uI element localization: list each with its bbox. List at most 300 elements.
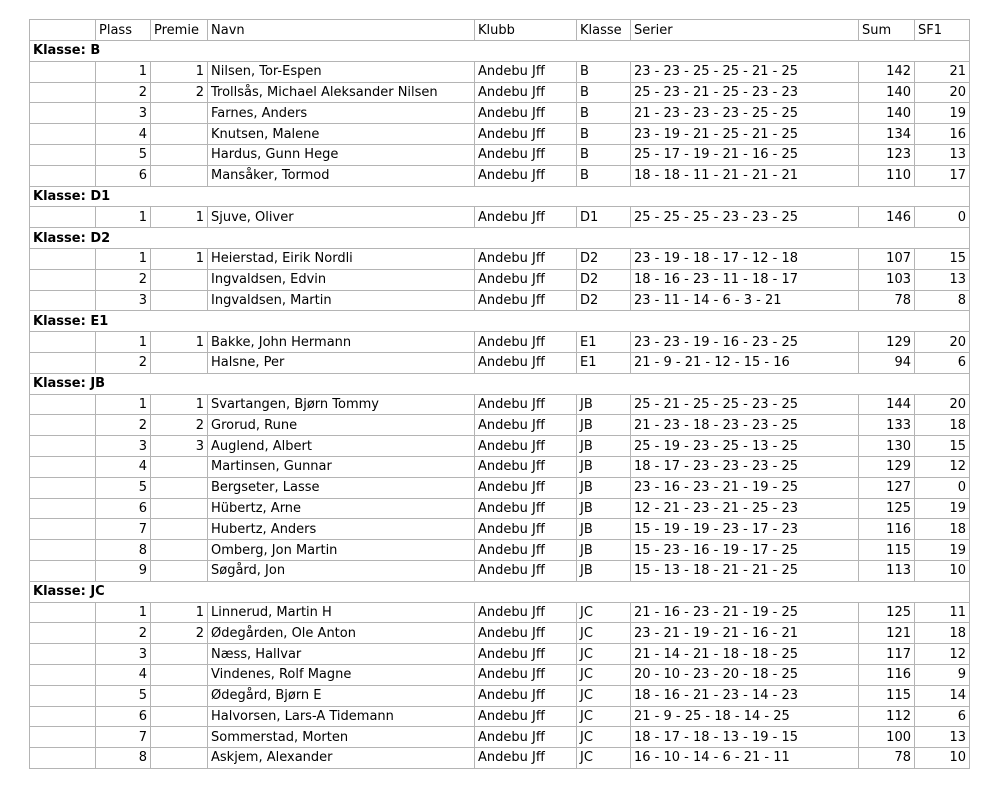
cell-premie xyxy=(151,685,208,706)
cell-klasse: JB xyxy=(577,540,631,561)
table-row xyxy=(30,144,970,165)
cell-klubb: Andebu Jff xyxy=(475,602,577,623)
cell-plass: 3 xyxy=(96,436,151,457)
cell-navn: Sommerstad, Morten xyxy=(208,727,475,748)
cell-klasse: JB xyxy=(577,436,631,457)
cell-serier: 21 - 9 - 21 - 12 - 15 - 16 xyxy=(631,352,859,373)
cell-klasse: E1 xyxy=(577,332,631,353)
cell-sf1: 11 xyxy=(915,602,970,623)
cell-navn: Hardus, Gunn Hege xyxy=(208,144,475,165)
cell-plass: 1 xyxy=(96,332,151,353)
cell-blank xyxy=(30,248,96,269)
cell-sum: 110 xyxy=(859,165,915,186)
col-sum: Sum xyxy=(859,20,915,41)
cell-blank xyxy=(30,82,96,103)
cell-sum: 123 xyxy=(859,144,915,165)
cell-navn: Sjuve, Oliver xyxy=(208,207,475,228)
cell-sum: 116 xyxy=(859,519,915,540)
cell-sum: 125 xyxy=(859,602,915,623)
group-label: Klasse: D2 xyxy=(30,228,970,249)
cell-klubb: Andebu Jff xyxy=(475,477,577,498)
cell-klubb: Andebu Jff xyxy=(475,207,577,228)
cell-klubb: Andebu Jff xyxy=(475,706,577,727)
cell-sum: 144 xyxy=(859,394,915,415)
cell-serier: 16 - 10 - 14 - 6 - 21 - 11 xyxy=(631,748,859,769)
cell-sum: 112 xyxy=(859,706,915,727)
cell-sf1: 8 xyxy=(915,290,970,311)
cell-serier: 20 - 10 - 23 - 20 - 18 - 25 xyxy=(631,664,859,685)
cell-serier: 23 - 11 - 14 - 6 - 3 - 21 xyxy=(631,290,859,311)
cell-plass: 1 xyxy=(96,207,151,228)
cell-navn: Heierstad, Eirik Nordli xyxy=(208,248,475,269)
cell-klubb: Andebu Jff xyxy=(475,456,577,477)
cell-navn: Martinsen, Gunnar xyxy=(208,456,475,477)
cell-navn: Ingvaldsen, Martin xyxy=(208,290,475,311)
cell-klasse: D2 xyxy=(577,269,631,290)
cell-premie xyxy=(151,498,208,519)
cell-navn: Søgård, Jon xyxy=(208,560,475,581)
cell-navn: Ingvaldsen, Edvin xyxy=(208,269,475,290)
cell-sf1: 0 xyxy=(915,207,970,228)
cell-klasse: B xyxy=(577,144,631,165)
cell-klasse: JC xyxy=(577,706,631,727)
table-row xyxy=(30,394,970,415)
cell-sf1: 13 xyxy=(915,727,970,748)
cell-serier: 23 - 19 - 18 - 17 - 12 - 18 xyxy=(631,248,859,269)
group-label: Klasse: JC xyxy=(30,581,970,602)
cell-sf1: 0 xyxy=(915,477,970,498)
cell-plass: 1 xyxy=(96,394,151,415)
cell-plass: 7 xyxy=(96,727,151,748)
cell-plass: 5 xyxy=(96,685,151,706)
cell-premie: 1 xyxy=(151,248,208,269)
cell-blank xyxy=(30,748,96,769)
table-row xyxy=(30,748,970,769)
table-row xyxy=(30,415,970,436)
cell-serier: 23 - 19 - 21 - 25 - 21 - 25 xyxy=(631,124,859,145)
cell-sf1: 12 xyxy=(915,456,970,477)
header-row xyxy=(30,20,970,41)
cell-sf1: 17 xyxy=(915,165,970,186)
cell-sum: 121 xyxy=(859,623,915,644)
cell-premie xyxy=(151,748,208,769)
group-label: Klasse: D1 xyxy=(30,186,970,207)
cell-navn: Askjem, Alexander xyxy=(208,748,475,769)
cell-serier: 23 - 16 - 23 - 21 - 19 - 25 xyxy=(631,477,859,498)
cell-plass: 3 xyxy=(96,103,151,124)
cell-serier: 25 - 19 - 23 - 25 - 13 - 25 xyxy=(631,436,859,457)
col-plass: Plass xyxy=(96,20,151,41)
cell-plass: 9 xyxy=(96,560,151,581)
cell-blank xyxy=(30,623,96,644)
cell-navn: Knutsen, Malene xyxy=(208,124,475,145)
cell-sf1: 15 xyxy=(915,436,970,457)
cell-klubb: Andebu Jff xyxy=(475,498,577,519)
cell-serier: 21 - 16 - 23 - 21 - 19 - 25 xyxy=(631,602,859,623)
cell-premie xyxy=(151,124,208,145)
cell-klubb: Andebu Jff xyxy=(475,144,577,165)
cell-plass: 1 xyxy=(96,248,151,269)
cell-blank xyxy=(30,436,96,457)
cell-premie: 3 xyxy=(151,436,208,457)
cell-premie xyxy=(151,456,208,477)
cell-sf1: 19 xyxy=(915,540,970,561)
cell-premie xyxy=(151,103,208,124)
cell-klasse: JC xyxy=(577,664,631,685)
cell-klasse: JB xyxy=(577,519,631,540)
cell-sf1: 15 xyxy=(915,248,970,269)
cell-navn: Hübertz, Arne xyxy=(208,498,475,519)
cell-sum: 130 xyxy=(859,436,915,457)
cell-plass: 2 xyxy=(96,623,151,644)
cell-sf1: 10 xyxy=(915,560,970,581)
cell-klasse: JB xyxy=(577,477,631,498)
cell-sum: 125 xyxy=(859,498,915,519)
cell-serier: 25 - 21 - 25 - 25 - 23 - 25 xyxy=(631,394,859,415)
table-row xyxy=(30,290,970,311)
cell-blank xyxy=(30,165,96,186)
group-row xyxy=(30,581,970,602)
cell-blank xyxy=(30,269,96,290)
cell-navn: Grorud, Rune xyxy=(208,415,475,436)
cell-klasse: JB xyxy=(577,456,631,477)
cell-serier: 23 - 21 - 19 - 21 - 16 - 21 xyxy=(631,623,859,644)
cell-navn: Næss, Hallvar xyxy=(208,644,475,665)
cell-plass: 7 xyxy=(96,519,151,540)
table-row xyxy=(30,165,970,186)
cell-navn: Nilsen, Tor-Espen xyxy=(208,61,475,82)
cell-plass: 4 xyxy=(96,456,151,477)
col-klubb: Klubb xyxy=(475,20,577,41)
cell-sum: 129 xyxy=(859,332,915,353)
cell-sf1: 12 xyxy=(915,644,970,665)
cell-klubb: Andebu Jff xyxy=(475,394,577,415)
cell-sum: 146 xyxy=(859,207,915,228)
cell-klasse: JC xyxy=(577,602,631,623)
cell-sf1: 10 xyxy=(915,748,970,769)
cell-klasse: JC xyxy=(577,685,631,706)
group-row xyxy=(30,41,970,62)
cell-sum: 140 xyxy=(859,82,915,103)
cell-sf1: 6 xyxy=(915,706,970,727)
cell-blank xyxy=(30,352,96,373)
cell-serier: 15 - 19 - 19 - 23 - 17 - 23 xyxy=(631,519,859,540)
cell-sf1: 20 xyxy=(915,332,970,353)
cell-plass: 2 xyxy=(96,82,151,103)
results-table xyxy=(29,19,970,769)
col-klasse: Klasse xyxy=(577,20,631,41)
cell-blank xyxy=(30,207,96,228)
cell-klubb: Andebu Jff xyxy=(475,748,577,769)
cell-klubb: Andebu Jff xyxy=(475,103,577,124)
cell-navn: Vindenes, Rolf Magne xyxy=(208,664,475,685)
cell-serier: 25 - 23 - 21 - 25 - 23 - 23 xyxy=(631,82,859,103)
cell-klubb: Andebu Jff xyxy=(475,664,577,685)
cell-premie xyxy=(151,290,208,311)
cell-plass: 1 xyxy=(96,602,151,623)
cell-blank xyxy=(30,727,96,748)
cell-premie xyxy=(151,144,208,165)
cell-klasse: JB xyxy=(577,394,631,415)
table-row xyxy=(30,207,970,228)
cell-premie xyxy=(151,540,208,561)
cell-klasse: JB xyxy=(577,560,631,581)
cell-navn: Halsne, Per xyxy=(208,352,475,373)
cell-premie xyxy=(151,269,208,290)
cell-sum: 78 xyxy=(859,290,915,311)
cell-sf1: 6 xyxy=(915,352,970,373)
cell-premie xyxy=(151,519,208,540)
table-row xyxy=(30,706,970,727)
cell-klubb: Andebu Jff xyxy=(475,415,577,436)
cell-sf1: 18 xyxy=(915,623,970,644)
cell-plass: 2 xyxy=(96,269,151,290)
cell-premie xyxy=(151,165,208,186)
cell-klasse: D2 xyxy=(577,248,631,269)
cell-sum: 133 xyxy=(859,415,915,436)
cell-premie: 1 xyxy=(151,602,208,623)
table-row xyxy=(30,103,970,124)
cell-serier: 18 - 16 - 21 - 23 - 14 - 23 xyxy=(631,685,859,706)
cell-blank xyxy=(30,477,96,498)
table-row xyxy=(30,644,970,665)
cell-blank xyxy=(30,540,96,561)
cell-sum: 134 xyxy=(859,124,915,145)
table-row xyxy=(30,560,970,581)
cell-serier: 15 - 23 - 16 - 19 - 17 - 25 xyxy=(631,540,859,561)
cell-plass: 4 xyxy=(96,664,151,685)
cell-klasse: JC xyxy=(577,623,631,644)
cell-klubb: Andebu Jff xyxy=(475,560,577,581)
cell-serier: 21 - 23 - 23 - 23 - 25 - 25 xyxy=(631,103,859,124)
table-row xyxy=(30,623,970,644)
cell-klubb: Andebu Jff xyxy=(475,727,577,748)
cell-klasse: JB xyxy=(577,415,631,436)
cell-sum: 115 xyxy=(859,685,915,706)
cell-klubb: Andebu Jff xyxy=(475,685,577,706)
cell-klubb: Andebu Jff xyxy=(475,124,577,145)
cell-klasse: B xyxy=(577,61,631,82)
cell-klasse: D1 xyxy=(577,207,631,228)
cell-blank xyxy=(30,290,96,311)
cell-serier: 15 - 13 - 18 - 21 - 21 - 25 xyxy=(631,560,859,581)
cell-blank xyxy=(30,519,96,540)
cell-sum: 94 xyxy=(859,352,915,373)
cell-klasse: B xyxy=(577,165,631,186)
cell-sum: 127 xyxy=(859,477,915,498)
cell-sf1: 20 xyxy=(915,82,970,103)
cell-klubb: Andebu Jff xyxy=(475,82,577,103)
cell-blank xyxy=(30,61,96,82)
cell-navn: Auglend, Albert xyxy=(208,436,475,457)
cell-blank xyxy=(30,332,96,353)
table-row xyxy=(30,352,970,373)
cell-klasse: E1 xyxy=(577,352,631,373)
cell-sf1: 16 xyxy=(915,124,970,145)
results-body xyxy=(30,41,970,769)
cell-plass: 3 xyxy=(96,644,151,665)
cell-navn: Bakke, John Hermann xyxy=(208,332,475,353)
cell-sum: 115 xyxy=(859,540,915,561)
cell-sf1: 21 xyxy=(915,61,970,82)
cell-klasse: D2 xyxy=(577,290,631,311)
cell-serier: 23 - 23 - 25 - 25 - 21 - 25 xyxy=(631,61,859,82)
cell-sum: 113 xyxy=(859,560,915,581)
cell-klubb: Andebu Jff xyxy=(475,644,577,665)
cell-plass: 3 xyxy=(96,290,151,311)
cell-klasse: JC xyxy=(577,748,631,769)
cell-navn: Halvorsen, Lars-A Tidemann xyxy=(208,706,475,727)
table-row xyxy=(30,602,970,623)
table-row xyxy=(30,664,970,685)
cell-blank xyxy=(30,602,96,623)
group-row xyxy=(30,311,970,332)
table-row xyxy=(30,727,970,748)
cell-blank xyxy=(30,685,96,706)
cell-premie xyxy=(151,644,208,665)
col-navn: Navn xyxy=(208,20,475,41)
cell-blank xyxy=(30,664,96,685)
cell-klasse: JB xyxy=(577,498,631,519)
cell-premie: 2 xyxy=(151,82,208,103)
table-row xyxy=(30,498,970,519)
cell-blank xyxy=(30,560,96,581)
cell-klubb: Andebu Jff xyxy=(475,332,577,353)
table-row xyxy=(30,456,970,477)
cell-blank xyxy=(30,456,96,477)
cell-sum: 129 xyxy=(859,456,915,477)
cell-sum: 117 xyxy=(859,644,915,665)
cell-blank xyxy=(30,394,96,415)
cell-sf1: 13 xyxy=(915,269,970,290)
cell-sum: 78 xyxy=(859,748,915,769)
cell-klubb: Andebu Jff xyxy=(475,165,577,186)
cell-navn: Mansåker, Tormod xyxy=(208,165,475,186)
table-row xyxy=(30,124,970,145)
table-row xyxy=(30,82,970,103)
cell-plass: 5 xyxy=(96,477,151,498)
cell-navn: Ødegård, Bjørn E xyxy=(208,685,475,706)
cell-navn: Omberg, Jon Martin xyxy=(208,540,475,561)
cell-blank xyxy=(30,498,96,519)
cell-navn: Linnerud, Martin H xyxy=(208,602,475,623)
cell-plass: 4 xyxy=(96,124,151,145)
cell-premie: 2 xyxy=(151,623,208,644)
cell-sf1: 19 xyxy=(915,103,970,124)
cell-premie xyxy=(151,664,208,685)
cell-sum: 107 xyxy=(859,248,915,269)
cell-plass: 1 xyxy=(96,61,151,82)
group-label: Klasse: B xyxy=(30,41,970,62)
group-label: Klasse: JB xyxy=(30,373,970,394)
cell-blank xyxy=(30,103,96,124)
table-row xyxy=(30,685,970,706)
cell-navn: Trollsås, Michael Aleksander Nilsen xyxy=(208,82,475,103)
cell-serier: 18 - 18 - 11 - 21 - 21 - 21 xyxy=(631,165,859,186)
table-row xyxy=(30,61,970,82)
cell-serier: 25 - 17 - 19 - 21 - 16 - 25 xyxy=(631,144,859,165)
cell-serier: 21 - 23 - 18 - 23 - 23 - 25 xyxy=(631,415,859,436)
cell-premie xyxy=(151,352,208,373)
table-row xyxy=(30,477,970,498)
cell-serier: 18 - 17 - 18 - 13 - 19 - 15 xyxy=(631,727,859,748)
cell-klasse: JC xyxy=(577,727,631,748)
cell-serier: 12 - 21 - 23 - 21 - 25 - 23 xyxy=(631,498,859,519)
cell-klasse: B xyxy=(577,103,631,124)
cell-blank xyxy=(30,144,96,165)
cell-navn: Hubertz, Anders xyxy=(208,519,475,540)
cell-sum: 103 xyxy=(859,269,915,290)
table-row xyxy=(30,540,970,561)
cell-klubb: Andebu Jff xyxy=(475,269,577,290)
cell-sf1: 18 xyxy=(915,519,970,540)
cell-premie xyxy=(151,727,208,748)
table-row xyxy=(30,332,970,353)
cell-sf1: 13 xyxy=(915,144,970,165)
cell-navn: Bergseter, Lasse xyxy=(208,477,475,498)
cell-klubb: Andebu Jff xyxy=(475,436,577,457)
cell-sf1: 18 xyxy=(915,415,970,436)
cell-blank xyxy=(30,415,96,436)
cell-plass: 6 xyxy=(96,165,151,186)
col-sf1: SF1 xyxy=(915,20,970,41)
cell-navn: Ødegården, Ole Anton xyxy=(208,623,475,644)
cell-premie: 1 xyxy=(151,61,208,82)
cell-sf1: 14 xyxy=(915,685,970,706)
col-blank xyxy=(30,20,96,41)
cell-blank xyxy=(30,644,96,665)
group-row xyxy=(30,373,970,394)
cell-klasse: B xyxy=(577,124,631,145)
cell-plass: 8 xyxy=(96,540,151,561)
cell-serier: 21 - 9 - 25 - 18 - 14 - 25 xyxy=(631,706,859,727)
table-row xyxy=(30,269,970,290)
cell-klubb: Andebu Jff xyxy=(475,540,577,561)
cell-sum: 116 xyxy=(859,664,915,685)
table-row xyxy=(30,519,970,540)
cell-sf1: 20 xyxy=(915,394,970,415)
table-row xyxy=(30,436,970,457)
col-premie: Premie xyxy=(151,20,208,41)
table-row xyxy=(30,248,970,269)
cell-serier: 18 - 17 - 23 - 23 - 23 - 25 xyxy=(631,456,859,477)
cell-klubb: Andebu Jff xyxy=(475,623,577,644)
cell-klubb: Andebu Jff xyxy=(475,352,577,373)
group-row xyxy=(30,228,970,249)
cell-plass: 6 xyxy=(96,706,151,727)
cell-plass: 6 xyxy=(96,498,151,519)
cell-serier: 25 - 25 - 25 - 23 - 23 - 25 xyxy=(631,207,859,228)
cell-sf1: 19 xyxy=(915,498,970,519)
cell-premie: 1 xyxy=(151,207,208,228)
cell-klubb: Andebu Jff xyxy=(475,290,577,311)
cell-serier: 18 - 16 - 23 - 11 - 18 - 17 xyxy=(631,269,859,290)
cell-plass: 2 xyxy=(96,352,151,373)
col-serier: Serier xyxy=(631,20,859,41)
cell-sum: 140 xyxy=(859,103,915,124)
cell-sum: 100 xyxy=(859,727,915,748)
cell-klasse: JC xyxy=(577,644,631,665)
cell-sum: 142 xyxy=(859,61,915,82)
cell-plass: 8 xyxy=(96,748,151,769)
cell-premie xyxy=(151,560,208,581)
cell-blank xyxy=(30,124,96,145)
cell-premie: 1 xyxy=(151,394,208,415)
cell-premie xyxy=(151,477,208,498)
cell-plass: 2 xyxy=(96,415,151,436)
cell-serier: 23 - 23 - 19 - 16 - 23 - 25 xyxy=(631,332,859,353)
cell-premie: 2 xyxy=(151,415,208,436)
